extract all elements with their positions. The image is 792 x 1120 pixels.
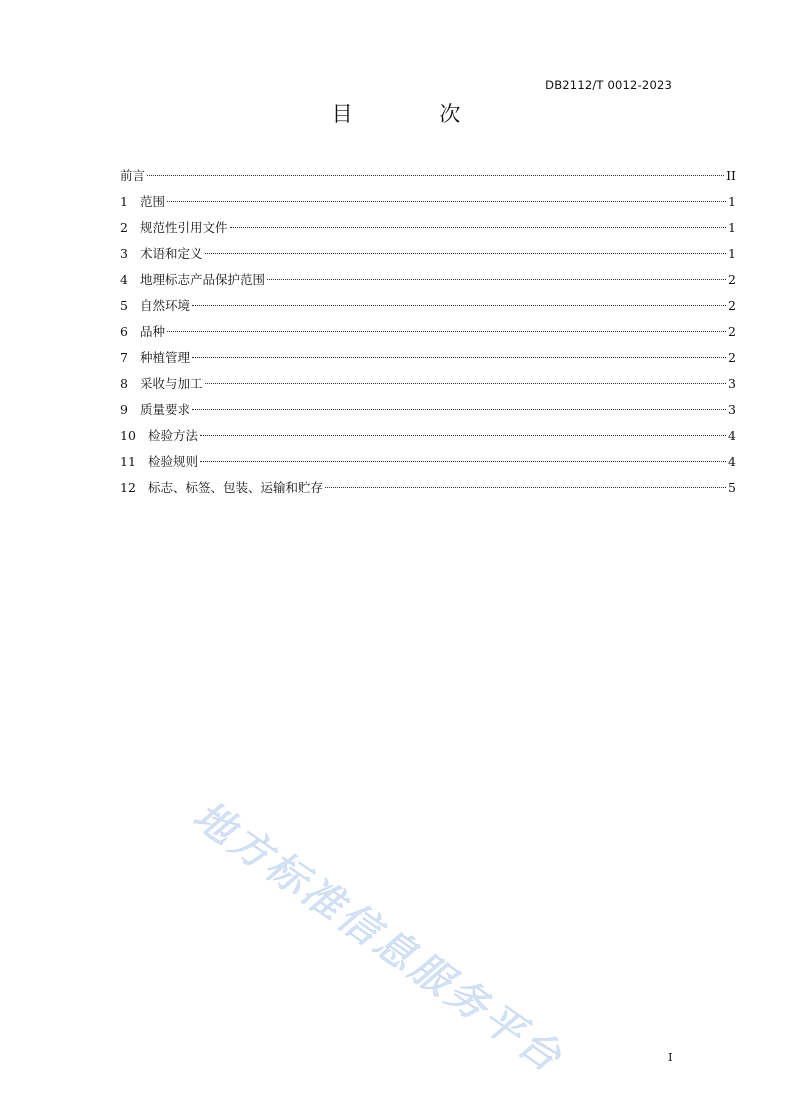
toc-entry-page: 2 (728, 298, 736, 313)
toc-entry-label: 自然环境 (140, 298, 191, 313)
toc-entry-page: 4 (728, 428, 736, 443)
toc-entry-number: 3 (120, 246, 128, 261)
toc-entry[interactable] (120, 371, 736, 397)
toc-dot-leader (267, 279, 726, 280)
toc-entry-label: 检验方法 (148, 428, 199, 443)
toc-entry-label: 范围 (140, 194, 166, 209)
toc-entry[interactable] (120, 189, 736, 215)
toc-entry-page: 2 (728, 350, 736, 365)
toc-dot-leader (147, 175, 724, 176)
toc-entry-page: 3 (728, 402, 736, 417)
toc-entry-number: 12 (120, 480, 136, 495)
toc-entry-number: 11 (120, 454, 136, 469)
toc-dot-leader (325, 487, 726, 488)
toc-entry[interactable] (120, 449, 736, 475)
toc-entry-page: 2 (728, 272, 736, 287)
toc-entry[interactable] (120, 345, 736, 371)
toc-entry-page: 1 (728, 220, 736, 235)
toc-dot-leader (205, 383, 727, 384)
toc-entry[interactable] (120, 319, 736, 345)
toc-entry-number: 1 (120, 194, 128, 209)
toc-dot-leader (192, 409, 726, 410)
toc-entry-number: 4 (120, 272, 128, 287)
toc-entry-number: 2 (120, 220, 128, 235)
toc-entry-label: 术语和定义 (140, 246, 203, 261)
toc-entry-number: 8 (120, 376, 128, 391)
toc-entry-label: 采收与加工 (140, 376, 203, 391)
toc-entry-label: 检验规则 (148, 454, 199, 469)
table-of-contents (120, 163, 736, 501)
page-number: I (668, 1050, 673, 1064)
toc-dot-leader (200, 461, 726, 462)
toc-dot-leader (200, 435, 726, 436)
document-code: DB2112/T 0012-2023 (545, 78, 672, 92)
toc-entry-label: 规范性引用文件 (140, 220, 228, 235)
toc-entry-page: 1 (728, 246, 736, 261)
toc-entry-page: 4 (728, 454, 736, 469)
toc-entry-number: 7 (120, 350, 128, 365)
toc-entry-page: 2 (728, 324, 736, 339)
toc-entry-label: 标志、标签、包装、运输和贮存 (148, 480, 324, 495)
toc-entry[interactable] (120, 267, 736, 293)
toc-entry-foreword[interactable] (120, 163, 736, 189)
toc-entry-label: 种植管理 (140, 350, 191, 365)
toc-entry[interactable] (120, 423, 736, 449)
toc-entry-page: II (726, 168, 736, 183)
toc-dot-leader (167, 201, 726, 202)
toc-dot-leader (230, 227, 727, 228)
toc-dot-leader (167, 331, 726, 332)
toc-entry-number: 6 (120, 324, 128, 339)
toc-entry-page: 5 (728, 480, 736, 495)
toc-entry-label: 地理标志产品保护范围 (140, 272, 266, 287)
watermark: 地方标准信息服务平台 (184, 792, 572, 1083)
toc-entry-number: 9 (120, 402, 128, 417)
toc-entry-label: 质量要求 (140, 402, 191, 417)
toc-entry[interactable] (120, 293, 736, 319)
toc-entry-page: 3 (728, 376, 736, 391)
toc-entry[interactable] (120, 215, 736, 241)
toc-entry[interactable] (120, 475, 736, 501)
toc-dot-leader (192, 357, 726, 358)
toc-entry-page: 1 (728, 194, 736, 209)
toc-dot-leader (192, 305, 726, 306)
toc-dot-leader (205, 253, 727, 254)
toc-entry-number: 10 (120, 428, 136, 443)
toc-entry-label: 品种 (140, 324, 166, 339)
toc-entry-number: 5 (120, 298, 128, 313)
toc-entry-label: 前言 (120, 168, 146, 183)
toc-entry[interactable] (120, 397, 736, 423)
page-title: 目 次 (331, 102, 501, 126)
toc-entry[interactable] (120, 241, 736, 267)
